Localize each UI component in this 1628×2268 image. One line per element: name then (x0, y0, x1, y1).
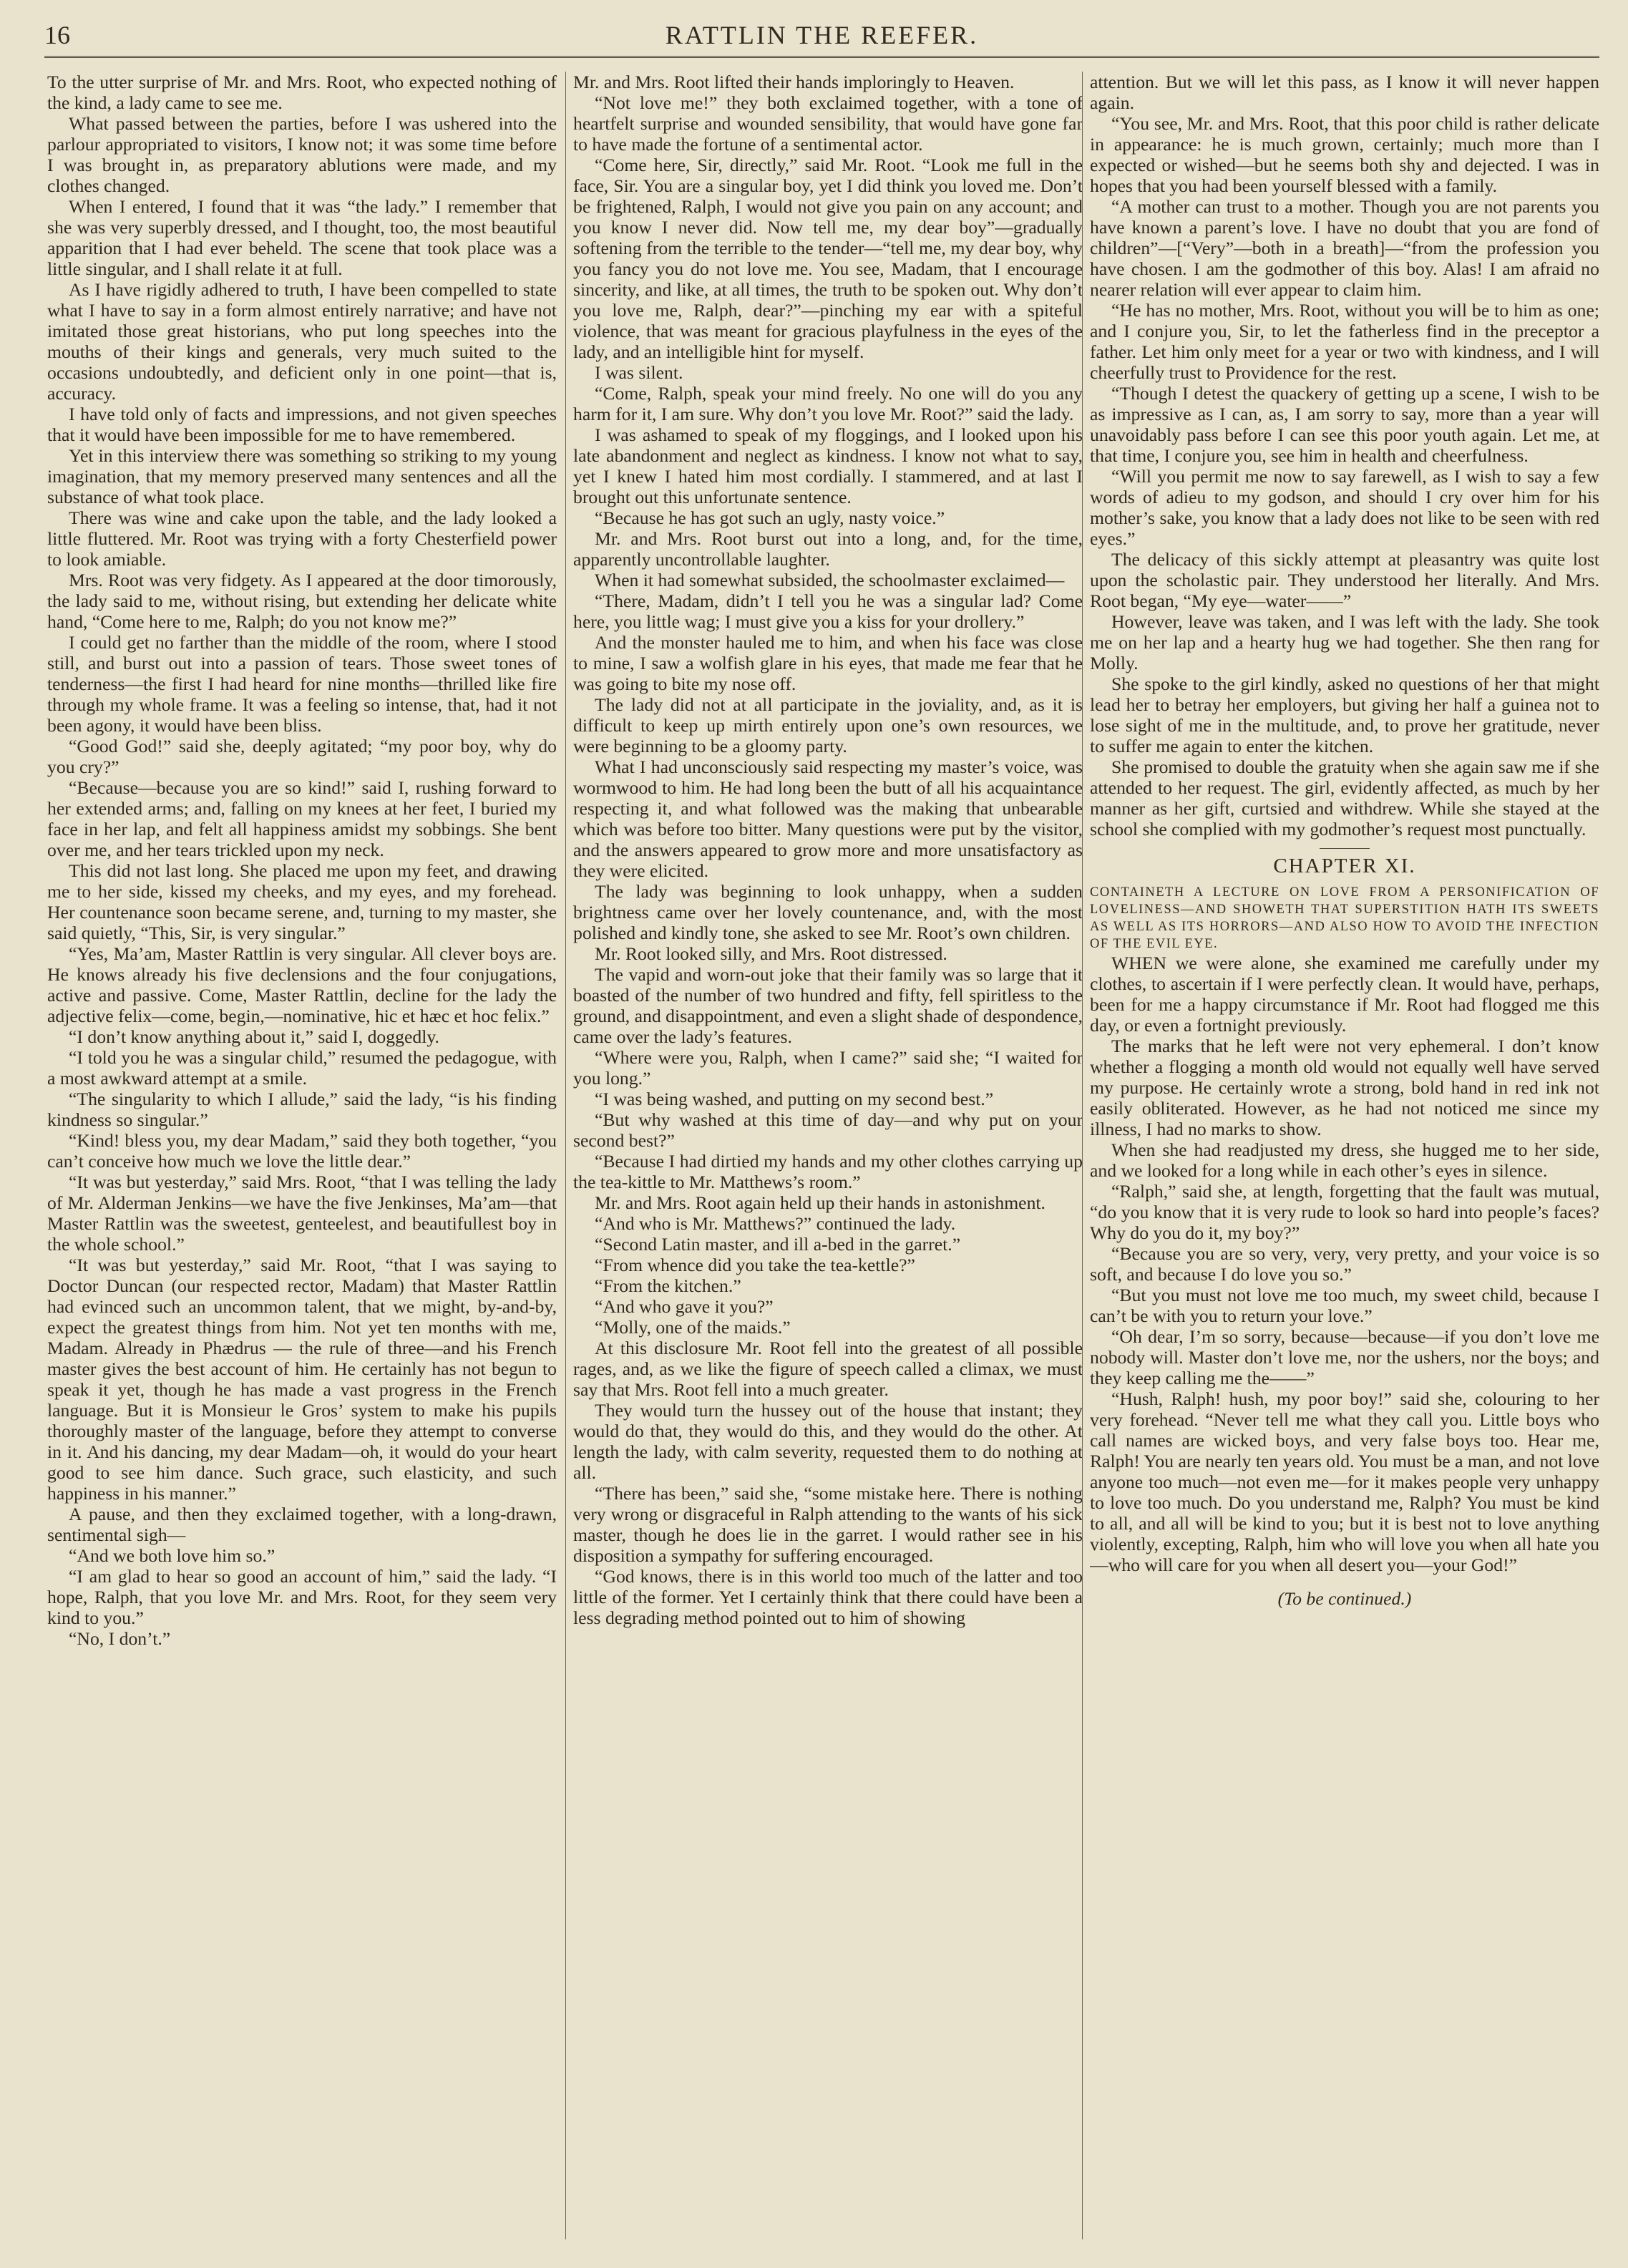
paragraph: “Will you permit me now to say farewell, as I wish to say a few words of adieu to my godson, and should I cry over him for his mother’s sake, you know that a lady does not like to be seen with red eyes.” (1090, 466, 1599, 549)
paragraph: “Because—because you are so kind!” said I, rushing forward to her extended arms; and, falling on my knees at her feet, I buried my face in her lap, and felt all happiness amidst my sobbings. She bent over me, and her tears trickled upon my neck. (47, 777, 557, 860)
continued-note: (To be continued.) (1277, 1588, 1412, 1609)
paragraph: “Though I detest the quackery of getting up a scene, I wish to be as impressive as I can, as, I am sorry to say, more than a year will unavoidably pass before I can see this poor youth again. Let me, at that time, I conjure you, see him in health and cheerfulness. (1090, 383, 1599, 466)
paragraph: “Because you are so very, very, very pretty, and your voice is so soft, and because I do love you so.” (1090, 1243, 1599, 1285)
text-column-3 (1090, 72, 1599, 2239)
paragraph: “Where were you, Ralph, when I came?” said she; “I waited for you long.” (573, 1047, 1083, 1089)
paragraph: “He has no mother, Mrs. Root, without you will be to him as one; and I conjure you, Sir, to let the fatherless find in the preceptor a father. Let him only meet for a year or two with kindness, and I will cheerfully trust to Providence for the rest. (1090, 300, 1599, 383)
paragraph: The delicacy of this sickly attempt at pleasantry was quite lost upon the scholastic pair. They understood her literally. And Mrs. Root began, “My eye—water——” (1090, 549, 1599, 611)
paragraph: “Not love me!” they both exclaimed together, with a tone of heartfelt surprise and wounded sensibility, that would have gone far to have made the fortune of a sentimental actor. (573, 92, 1083, 155)
paragraph: Mr. and Mrs. Root burst out into a long, and, for the time, apparently uncontrollable laughter. (573, 528, 1083, 570)
page-number: 16 (44, 21, 70, 49)
paragraph: When she had readjusted my dress, she hugged me to her side, and we looked for a long while in each other’s eyes in silence. (1090, 1139, 1599, 1181)
text-column-2 (573, 72, 1083, 2239)
paragraph: “Yes, Ma’am, Master Rattlin is very singular. All clever boys are. He knows already his five declensions and the four conjugations, active and passive. Come, Master Rattlin, decline for the lady the adjective felix—come, begin,—nominative, hic et hæc et hoc felix.” (47, 943, 557, 1026)
paragraph: This did not last long. She placed me upon my feet, and drawing me to her side, kissed my cheeks, and my eyes, and my forehead. Her countenance soon became serene, and, turning to my master, she said quietly, “This, Sir, is very singular.” (47, 860, 557, 943)
paragraph: “I am glad to hear so good an account of him,” said the lady. “I hope, Ralph, that you love Mr. and Mrs. Root, for they seem very kind to you.” (47, 1566, 557, 1628)
paragraph: What I had unconsciously said respecting my master’s voice, was wormwood to him. He had long been the butt of all his acquaintance respecting it, and what followed was the making that unbearable which was before too bitter. Many questions were put by the visitor, and the answers appeared to grow more and more unsatisfactory as they were elicited. (573, 756, 1083, 881)
paragraph: There was wine and cake upon the table, and the lady looked a little fluttered. Mr. Root was trying with a forty Chesterfield power to look amiable. (47, 507, 557, 570)
paragraph: I could get no farther than the middle of the room, where I stood still, and burst out into a passion of tears. Those sweet tones of tenderness—the first I had heard for nine months—thrilled like fire through my whole frame. It was a feeling so intense, that, had it not been agony, it would have been bliss. (47, 632, 557, 736)
paragraph: She promised to double the gratuity when she again saw me if she attended to her request. The girl, evidently affected, as much by her manner as her gift, curtsied and withdrew. While she stayed at the school she complied with my godmother’s request most punctually. (1090, 756, 1599, 839)
paragraph: A pause, and then they exclaimed together, with a long-drawn, sentimental sigh— (47, 1504, 557, 1545)
paragraph: “It was but yesterday,” said Mrs. Root, “that I was telling the lady of Mr. Alderman Jenkins—we have the five Jenkinses, Ma’am—that Master Rattlin was the sweetest, genteelest, and beautifullest boy in the whole school.” (47, 1172, 557, 1255)
paragraph: “I don’t know anything about it,” said I, doggedly. (69, 1026, 439, 1047)
paragraph: When I entered, I found that it was “the lady.” I remember that she was very superbly dressed, and I thought, too, the most beautiful apparition that I had ever beheld. The scene that took place was a little singular, and I shall relate it at full. (47, 196, 557, 279)
chapter-heading: CHAPTER XI. (1273, 855, 1416, 877)
paragraph: The vapid and worn-out joke that their family was so large that it boasted of the number of two hundred and fifty, fell spiritless to the ground, and disappointment, and even a slight shade of despondence, came over the lady’s features. (573, 964, 1083, 1047)
text-column-1 (47, 72, 557, 2239)
paragraph: “God knows, there is in this world too much of the latter and too little of the former. Yet I certainly think that there could have been a less degrading method pointed out to him of showing (573, 1566, 1083, 1628)
paragraph: “From the kitchen.” (595, 1275, 741, 1296)
paragraph: Mrs. Root was very fidgety. As I appeared at the door timorously, the lady said to me, without rising, but extending her delicate white hand, “Come here to me, Ralph; do you not know me?” (47, 570, 557, 632)
paragraph: The lady was beginning to look unhappy, when a sudden brightness came over her lovely countenance, and, with the most polished and kindly tone, she asked to see Mr. Root’s own children. (573, 881, 1083, 943)
paragraph: “Hush, Ralph! hush, my poor boy!” said she, colouring to her very forehead. “Never tell me what they call you. Little boys who call names are wicked boys, and very false boys too. Hear me, Ralph! You are nearly ten years old. You must be a man, and not love anyone too much—not even me—for it makes people very unhappy to love too much. Do you understand me, Ralph? You must be kind to all, and all will be kind to you; but it is best not to love anything violently, excepting, Ralph, him who will love you when all hate you—who will care for you when all desert you—your God!” (1090, 1388, 1599, 1575)
paragraph: “I told you he was a singular child,” resumed the pedagogue, with a most awkward attempt at a smile. (47, 1047, 557, 1089)
paragraph: “Oh dear, I’m so sorry, because—because—if you don’t love me nobody will. Master don’t love me, nor the ushers, nor the boys; and they keep calling me the——” (1090, 1326, 1599, 1388)
paragraph: Mr. Root looked silly, and Mrs. Root distressed. (595, 943, 947, 964)
chapter-summary: CONTAINETH A LECTURE ON LOVE FROM A PERSONIFICATION OF LOVELINESS—AND SHOWETH THAT SUPERSTITION HATH ITS SWEETS AS WELL AS ITS HORRORS—AND ALSO HOW TO AVOID THE INFECTION OF THE EVIL EYE. (1090, 885, 1599, 951)
paragraph: attention. But we will let this pass, as I know it will never happen again. (1090, 72, 1599, 113)
paragraph: “Because he has got such an ugly, nasty voice.” (595, 507, 945, 528)
paragraph: WHEN we were alone, she examined me carefully under my clothes, to ascertain if I were perfectly clean. It would have, perhaps, been for me a happy circumstance if Mr. Root had flogged me this day, or even a fortnight previously. (1090, 953, 1599, 1036)
paragraph: “Because I had dirtied my hands and my other clothes carrying up the tea-kittle to Mr. Matthews’s room.” (573, 1151, 1083, 1192)
paragraph: “Kind! bless you, my dear Madam,” said they both together, “you can’t conceive how much we love the little dear.” (47, 1130, 557, 1172)
paragraph: At this disclosure Mr. Root fell into the greatest of all possible rages, and, as we like the figure of speech called a climax, we must say that Mrs. Root fell into a much greater. (573, 1338, 1083, 1400)
paragraph: Mr. and Mrs. Root again held up their hands in astonishment. (595, 1192, 1045, 1213)
running-title: RATTLIN THE REEFER. (665, 21, 979, 49)
paragraph: “Ralph,” said she, at length, forgetting that the fault was mutual, “do you know that it is very rude to look so hard into people’s faces? Why do you do it, my boy?” (1090, 1181, 1599, 1243)
paragraph: “Molly, one of the maids.” (595, 1317, 791, 1338)
paragraph: “And who is Mr. Matthews?” continued the lady. (595, 1213, 956, 1234)
paragraph: However, leave was taken, and I was left with the lady. She took me on her lap and a hearty hug we had together. She then rang for Molly. (1090, 611, 1599, 673)
column-divider (1082, 72, 1083, 2239)
paragraph: I have told only of facts and impressions, and not given speeches that it would have been impossible for me to have remembered. (47, 404, 557, 445)
paragraph: “And who gave it you?” (595, 1296, 774, 1317)
paragraph: What passed between the parties, before I was ushered into the parlour appropriated to visitors, I know not; it was some time before I was brought in, as preparatory ablutions were made, and my clothes changed. (47, 113, 557, 196)
paragraph: “There has been,” said she, “some mistake here. There is nothing very wrong or disgraceful in Ralph attending to the wants of his sick master, though he does lie in the garret. I would rather see in his disposition a sympathy for suffering encouraged. (573, 1483, 1083, 1566)
column-3-text-before-chapter (1090, 72, 1599, 839)
paragraph: “The singularity to which I allude,” said the lady, “is his finding kindness so singular.” (47, 1089, 557, 1130)
paragraph: “You see, Mr. and Mrs. Root, that this poor child is rather delicate in appearance: he is much grown, certainly; much more than I expected or wished—but he seems both shy and dejected. I was in hopes that you had been yourself blessed with a family. (1090, 113, 1599, 196)
paragraph: “Good God!” said she, deeply agitated; “my poor boy, why do you cry?” (47, 736, 557, 777)
paragraph: And the monster hauled me to him, and when his face was close to mine, I saw a wolfish glare in his eyes, that made me fear that he was going to bite my nose off. (573, 632, 1083, 694)
paragraph: “There, Madam, didn’t I tell you he was a singular lad? Come here, you little wag; I must give you a kiss for your drollery.” (573, 590, 1083, 632)
header-rule (44, 56, 1599, 58)
paragraph: The lady did not at all participate in the joviality, and, as it is difficult to keep up mirth entirely upon one’s own resources, we were beginning to be a gloomy party. (573, 694, 1083, 756)
paragraph: I was silent. (595, 362, 683, 383)
paragraph: “But why washed at this time of day—and why put on your second best?” (573, 1109, 1083, 1151)
paragraph: Yet in this interview there was something so striking to my young imagination, that my memory preserved many sentences and all the substance of what took place. (47, 445, 557, 507)
paragraph: They would turn the hussey out of the house that instant; they would do that, they would do this, and they would do the other. At length the lady, with calm severity, requested them to do nothing at all. (573, 1400, 1083, 1483)
paragraph: As I have rigidly adhered to truth, I have been compelled to state what I have to say in a form almost entirely narrative; and have not imitated those great historians, who put long speeches into the mouths of their kings and generals, very much suited to the occasions undoubtedly, and deficient only in one point—that is, accuracy. (47, 279, 557, 404)
paragraph: “No, I don’t.” (69, 1628, 171, 1649)
paragraph: “A mother can trust to a mother. Though you are not parents you have known a parent’s love. I have no doubt that you are fond of children”—[“Very”—both in a breath]—“from the profession you have chosen. I am the godmother of this boy. Alas! I am afraid no nearer relation will ever appear to claim him. (1090, 196, 1599, 300)
paragraph: “From whence did you take the tea-kettle?” (595, 1255, 915, 1275)
paragraph: Mr. and Mrs. Root lifted their hands imploringly to Heaven. (573, 72, 1015, 92)
paragraph: “Come here, Sir, directly,” said Mr. Root. “Look me full in the face, Sir. You are a singular boy, yet I did think you loved me. Don’t be frightened, Ralph, I would not give you pain on any account; and you know I never did. Now tell me, my dear boy”—gradually softening from the terrible to the tender—“tell me, my dear boy, why you fancy you do not love me. You see, Madam, that I encourage sincerity, and like, at all times, the truth to be spoken out. Why don’t you love me, Ralph, dear?”—pinching my ear with a spiteful violence, that was meant for gracious playfulness in the eyes of the lady, and an intelligible hint for myself. (573, 155, 1083, 362)
column-divider (565, 72, 566, 2239)
paragraph: “Second Latin master, and ill a-bed in the garret.” (595, 1234, 961, 1255)
paragraph: The marks that he left were not very ephemeral. I don’t know whether a flogging a month old would not equally well have served my purpose. He certainly wrote a strong, bold hand in red ink not easily obliterated. However, as he had not noticed me since my illness, I had no marks to show. (1090, 1036, 1599, 1139)
paragraph: “And we both love him so.” (69, 1545, 276, 1566)
paragraph: To the utter surprise of Mr. and Mrs. Root, who expected nothing of the kind, a lady came to see me. (47, 72, 557, 113)
paragraph: “But you must not love me too much, my sweet child, because I can’t be with you to return your love.” (1090, 1285, 1599, 1326)
paragraph: She spoke to the girl kindly, asked no questions of her that might lead her to betray her employers, but giving her half a guinea not to lose sight of me in the multitude, and, to prove her gratitude, never to suffer me again to enter the kitchen. (1090, 673, 1599, 756)
paragraph: “Come, Ralph, speak your mind freely. No one will do you any harm for it, I am sure. Why don’t you love Mr. Root?” said the lady. (573, 383, 1083, 424)
column-3-text-after-chapter (1090, 953, 1599, 1575)
paragraph: When it had somewhat subsided, the schoolmaster exclaimed— (595, 570, 1065, 590)
paragraph: I was ashamed to speak of my floggings, and I looked upon his late abandonment and neglect as kindness. I know not what to say, yet I knew I hated him most cordially. I stammered, and at last I brought out this unfortunate sentence. (573, 424, 1083, 507)
paragraph: “I was being washed, and putting on my second best.” (595, 1089, 994, 1109)
chapter-separator-rule (1320, 848, 1370, 849)
paragraph: “It was but yesterday,” said Mr. Root, “that I was saying to Doctor Duncan (our respected rector, Madam) that Master Rattlin had evinced such an uncommon talent, that we might, by-and-by, expect the greatest things from him. Not yet ten months with me, Madam. Already in Phædrus — the rule of three—and his French master gives the best account of him. He certainly has not begun to speak it yet, though he has made a vast progress in the French language. But it is Monsieur le Gros’ system to make his pupils thoroughly master of the language, before they attempt to converse in it. And his dancing, my dear Madam—oh, it would do your heart good to see him dance. Such grace, such elasticity, and such happiness in his manner.” (47, 1255, 557, 1504)
